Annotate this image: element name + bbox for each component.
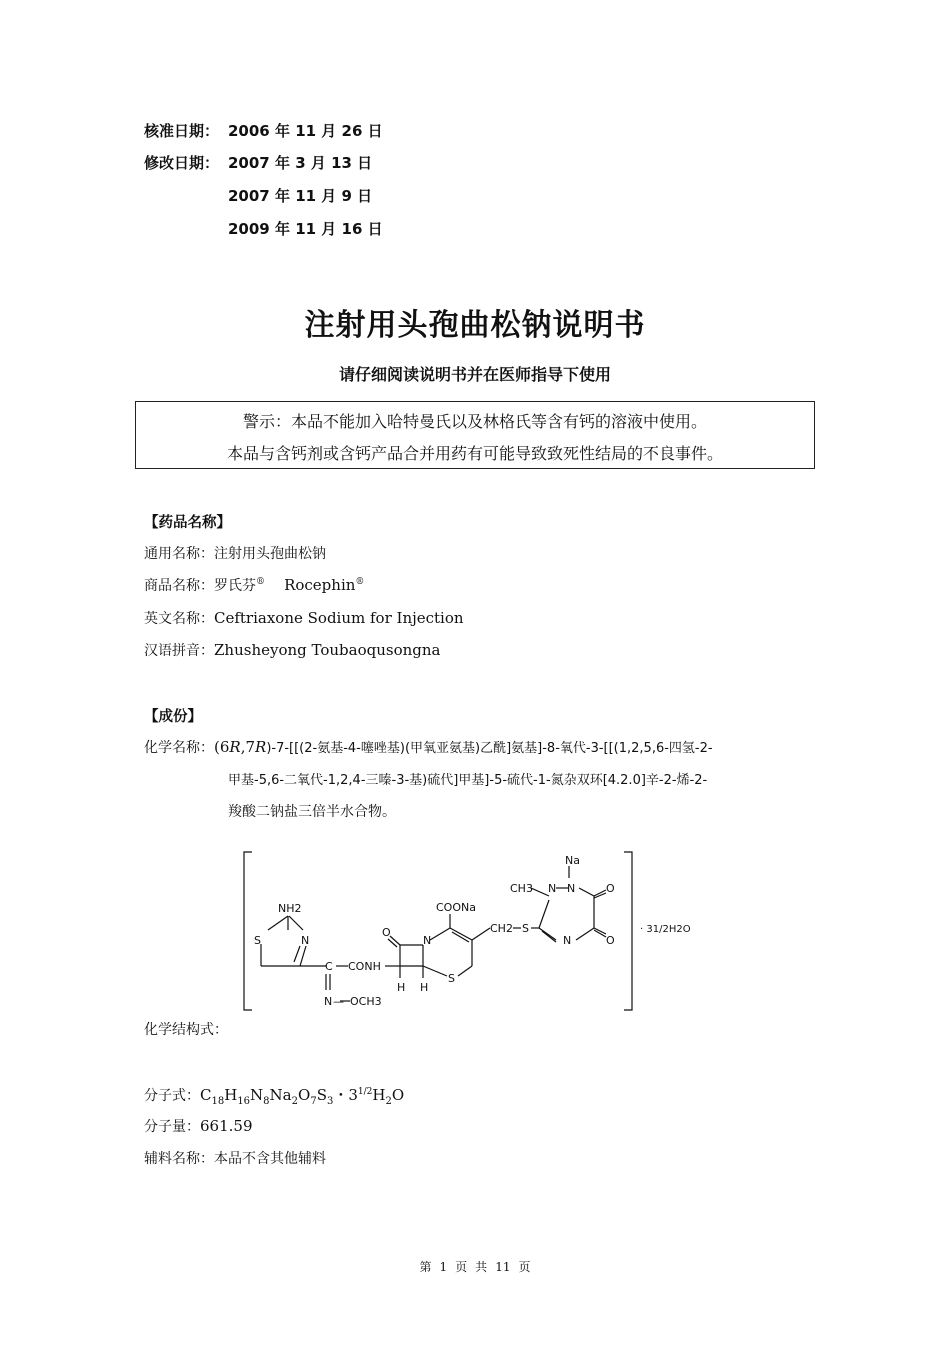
revision-date-1: 2007 年 3 月 13 日 bbox=[228, 154, 373, 172]
approval-date-row bbox=[144, 120, 383, 141]
footer-total-num: 11 bbox=[495, 1260, 511, 1274]
revision-date-2: 2007 年 11 月 9 日 bbox=[228, 187, 373, 205]
english-name-row bbox=[144, 608, 464, 628]
warning-line-2: 本品与含钙剂或含钙产品合并用药有可能导致致死性结局的不良事件。 bbox=[226, 444, 723, 463]
revision-date-row-2 bbox=[228, 185, 372, 206]
trade-name-cn: 罗氏芬 bbox=[214, 578, 256, 594]
atom-c-alpha: C bbox=[325, 960, 333, 973]
footer-total-unit: 页 bbox=[518, 1260, 531, 1274]
document-subtitle: 请仔细阅读说明书并在医师指导下使用 bbox=[338, 365, 611, 384]
revision-date-3: 2009 年 11 月 16 日 bbox=[228, 220, 383, 238]
molecular-formula: $C_{18}H_{16}N_8Na_2O_7S_3$・$3^{1/2}H_2O$ bbox=[200, 1086, 405, 1107]
atom-n-lactam: N bbox=[423, 934, 432, 947]
atom-s-thiazole: S bbox=[254, 934, 261, 947]
registered-mark-2: ® bbox=[355, 577, 365, 587]
atom-o5: O bbox=[606, 882, 615, 895]
trade-name-en: Rocephin bbox=[284, 576, 356, 594]
chem-name-line-3: 羧酸二钠盐三倍半水合物。 bbox=[228, 804, 396, 820]
pinyin-value: Zhusheyong Toubaoqusongna bbox=[214, 641, 441, 659]
atom-s-link: S bbox=[522, 922, 529, 935]
revision-date-label: 修改日期： bbox=[144, 154, 220, 172]
footer-page-unit: 页 bbox=[455, 1260, 468, 1274]
drug-name-heading: 【药品名称】 bbox=[144, 515, 231, 531]
chem-name-line-2: 甲基-5,6-二氧代-1,2,4-三嗪-3-基)硫代]甲基]-5-硫代-1-氮杂双环[4.2.0]辛-2-烯-2- bbox=[228, 773, 708, 788]
atom-nh2: NH2 bbox=[278, 902, 302, 915]
atom-n1: N bbox=[548, 882, 557, 895]
chem-name-r1: R bbox=[229, 738, 241, 756]
right-bracket bbox=[624, 852, 632, 1010]
atom-o6: O bbox=[606, 934, 615, 947]
warning-line-1: 警示：本品不能加入哈特曼氏以及林格氏等含有钙的溶液中使用。 bbox=[242, 412, 707, 431]
atom-o-lactam: O bbox=[382, 926, 391, 939]
atom-ch2: CH2 bbox=[490, 922, 513, 935]
excipient-label: 辅料名称： bbox=[144, 1151, 214, 1167]
approval-date-label: 核准日期： bbox=[144, 122, 220, 140]
formula-row bbox=[144, 1084, 404, 1107]
mw-label: 分子量： bbox=[144, 1119, 200, 1135]
hydrate-label: · 31/2H2O bbox=[640, 924, 691, 935]
chem-name-mid: ,7 bbox=[240, 738, 256, 756]
generic-name-label: 通用名称： bbox=[144, 546, 214, 562]
footer-total-word: 共 bbox=[475, 1260, 488, 1274]
english-name-value: Ceftriaxone Sodium for Injection bbox=[214, 609, 464, 627]
left-bracket bbox=[244, 852, 252, 1010]
excipient-row bbox=[144, 1148, 326, 1168]
trade-name-label: 商品名称： bbox=[144, 578, 214, 594]
generic-name-row bbox=[144, 543, 326, 563]
warning-box bbox=[135, 401, 815, 469]
atom-n-oxime: N bbox=[324, 995, 333, 1008]
atom-oxime-link: — bbox=[333, 995, 344, 1008]
atom-n2: N bbox=[567, 882, 576, 895]
pinyin-label: 汉语拼音： bbox=[144, 643, 214, 659]
chem-name-r2: R bbox=[255, 738, 267, 756]
chemical-structure bbox=[240, 848, 710, 1016]
atom-n4: N bbox=[563, 934, 572, 947]
atom-n-thiazole: N bbox=[301, 934, 310, 947]
chem-name-pre: (6 bbox=[214, 738, 230, 756]
chem-name-line-1: )-7-[[(2-氨基-4-噻唑基)(甲氧亚氨基)乙酰]氨基]-8-氧代-3-[[(1,2,5,6-四氢-2- bbox=[266, 741, 713, 756]
atom-h2: H bbox=[420, 981, 429, 994]
formula-label: 分子式： bbox=[144, 1088, 200, 1104]
composition-heading: 【成份】 bbox=[144, 709, 202, 725]
atom-na: Na bbox=[565, 854, 580, 867]
page-footer bbox=[0, 1258, 950, 1275]
atom-conh: CONH bbox=[348, 960, 381, 973]
revision-date-row bbox=[144, 152, 372, 173]
mw-value: 661.59 bbox=[200, 1117, 253, 1135]
atom-och3: OCH3 bbox=[350, 995, 382, 1008]
trade-name-row bbox=[144, 575, 364, 595]
structure-label: 化学结构式： bbox=[144, 1022, 228, 1038]
molecular-weight-row bbox=[144, 1116, 253, 1136]
generic-name-value: 注射用头孢曲松钠 bbox=[214, 546, 326, 562]
footer-page-word: 第 bbox=[419, 1260, 432, 1274]
chem-name-row bbox=[144, 737, 713, 757]
registered-mark: ® bbox=[256, 577, 265, 587]
chem-name-label: 化学名称： bbox=[144, 740, 214, 756]
excipient-value: 本品不含其他辅料 bbox=[214, 1151, 326, 1167]
pinyin-row bbox=[144, 640, 440, 660]
atom-s-ring: S bbox=[448, 972, 455, 985]
revision-date-row-3 bbox=[228, 218, 383, 239]
approval-date-value: 2006 年 11 月 26 日 bbox=[228, 122, 383, 140]
atom-ch3: CH3 bbox=[510, 882, 533, 895]
document-title: 注射用头孢曲松钠说明书 bbox=[304, 308, 646, 343]
atom-coona: COONa bbox=[436, 901, 476, 914]
footer-page-num: 1 bbox=[439, 1260, 448, 1274]
english-name-label: 英文名称： bbox=[144, 611, 214, 627]
atom-h1: H bbox=[397, 981, 406, 994]
